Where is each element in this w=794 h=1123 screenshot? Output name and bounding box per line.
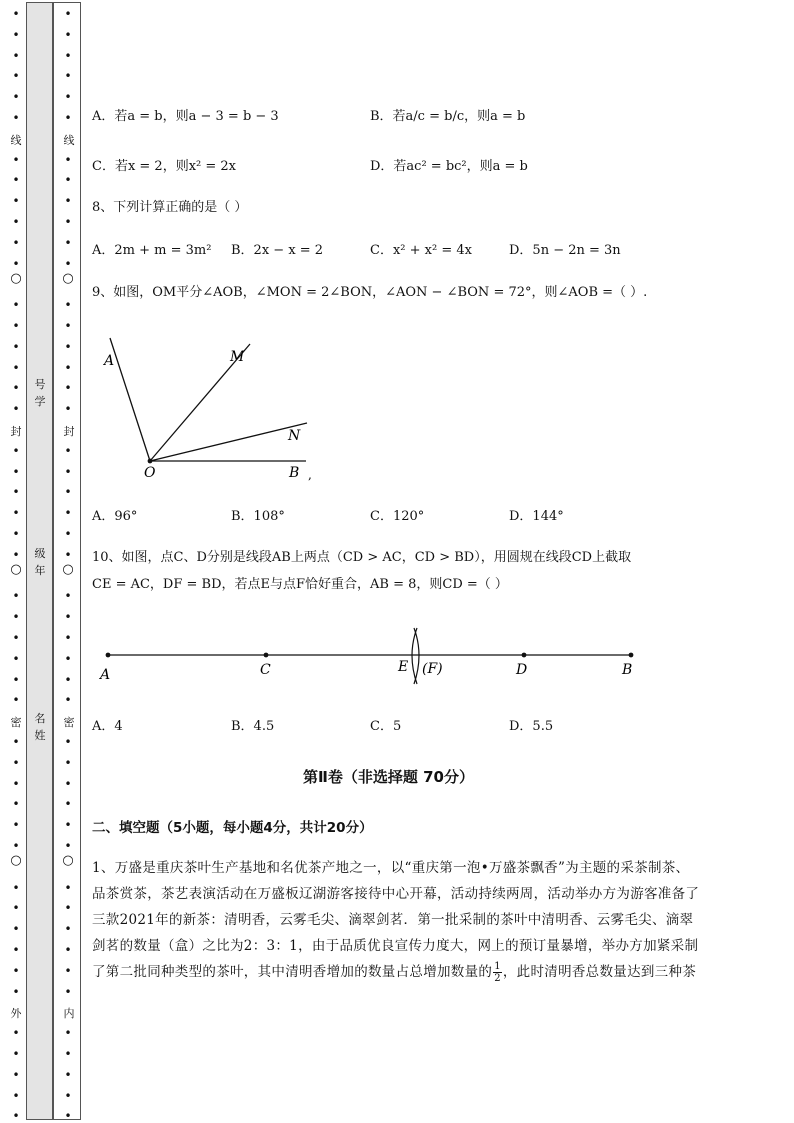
seal-dot: • [64, 256, 72, 271]
seal-dot: • [64, 880, 72, 895]
seal-dot: • [64, 506, 72, 521]
seal-dot: • [64, 527, 72, 541]
seal-dot: • [12, 27, 20, 42]
seal-dot: • [64, 298, 72, 313]
seal-dot: • [64, 963, 72, 978]
seal-dot: • [12, 1047, 20, 1061]
seal-dot: • [12, 797, 20, 812]
outer-label-xian: 线 [10, 134, 22, 147]
label-m: M [230, 349, 245, 365]
seal-dot: • [12, 672, 20, 687]
seal-dot: • [12, 235, 20, 250]
seal-dot: • [12, 319, 20, 333]
seal-dot: • [12, 755, 20, 770]
q7-option-a: A．若a = b，则a − 3 = b − 3 [92, 109, 279, 124]
seal-circle: ○ [10, 562, 22, 577]
label-comma: , [308, 468, 312, 482]
student-id-field-label: 号 学 [34, 378, 46, 408]
seal-dot: • [12, 963, 20, 978]
seal-circle: ○ [62, 562, 74, 577]
q7-option-d: D．若ac² = bc²，则a = b [370, 159, 528, 174]
seal-dot: • [12, 215, 20, 229]
seal-dot: • [12, 464, 20, 479]
inner-label-xian: 线 [63, 134, 75, 147]
seal-dot: • [64, 547, 72, 562]
seal-dot: • [12, 1109, 20, 1123]
fill-q1-line1: 1、万盛是重庆茶叶生产基地和名优茶产地之一，以“重庆第一泡•万盛茶飘香”为主题的采茶制茶、 [92, 860, 690, 876]
seal-dot: • [12, 1088, 20, 1103]
q10-option-d: D．5.5 [509, 719, 554, 734]
seal-dot: • [64, 1026, 72, 1041]
label-a: A [104, 353, 115, 369]
seal-dot: • [64, 672, 72, 687]
seal-dot: • [12, 735, 20, 749]
seal-dot: • [12, 7, 20, 21]
seal-dot: • [64, 776, 72, 791]
seal-dot: • [12, 901, 20, 916]
q7-option-b: B．若a/c = b/c，则a = b [370, 109, 526, 124]
seal-dot: • [12, 527, 20, 541]
section-fill-in-title: 二、填空题（5小题，每小题4分，共计20分） [92, 820, 373, 836]
seal-dot: • [64, 48, 72, 63]
vertex-o [148, 459, 153, 464]
seal-dot: • [64, 818, 72, 833]
seal-circle: ○ [10, 853, 22, 868]
q8-option-c: C．x² + x² = 4x [370, 243, 472, 258]
seal-dot: • [12, 69, 20, 84]
seal-dot: • [12, 589, 20, 604]
seal-dot: • [64, 631, 72, 645]
seal-dot: • [12, 256, 20, 271]
seal-dot: • [12, 173, 20, 188]
q7-option-c: C．若x = 2，则x² = 2x [92, 159, 237, 174]
q10-option-c: C．5 [370, 719, 402, 734]
outer-label-feng: 封 [10, 425, 22, 438]
seal-dot: • [12, 922, 20, 937]
outer-label-wai: 外 [10, 1007, 22, 1020]
ray-on [150, 423, 307, 461]
seal-dot: • [64, 1067, 72, 1082]
label-b: B [622, 662, 633, 678]
seal-dot: • [64, 984, 72, 999]
seal-dot: • [12, 381, 20, 396]
point-b [629, 653, 634, 658]
seal-dot: • [64, 402, 72, 417]
seal-dot: • [12, 610, 20, 625]
seal-dot: • [64, 839, 72, 853]
seal-dot: • [64, 215, 72, 229]
part2-title: 第Ⅱ卷（非选择题 70分） [303, 768, 474, 786]
fill-q1-line2: 品茶赏茶，茶艺表演活动在万盛板辽湖游客接待中心开幕，活动持续两周，活动举办方为游客准备了 [92, 886, 700, 902]
point-c [264, 653, 269, 658]
seal-dot: • [64, 1047, 72, 1061]
seal-dot: • [12, 547, 20, 562]
fill-q1-line5: 了第二批同种类型的茶叶，其中清明香增加的数量占总增加数量的 $\frac{1}{2}$ ，此时清明香总数量达到三种茶 [92, 961, 697, 984]
seal-dot: • [12, 194, 20, 209]
seal-dot: • [64, 194, 72, 209]
seal-dot: • [12, 48, 20, 63]
q10-option-a: A．4 [92, 719, 123, 734]
fill-q1-paragraph [92, 855, 752, 985]
seal-dot: • [12, 651, 20, 666]
label-d: D [516, 662, 528, 678]
seal-dot: • [12, 152, 20, 167]
name-field-label: 名 姓 [34, 712, 46, 742]
seal-dot: • [64, 735, 72, 749]
seal-dot: • [64, 922, 72, 937]
label-n: N [288, 428, 301, 444]
seal-circle: ○ [10, 271, 22, 286]
label-c: C [260, 662, 271, 678]
seal-dot: • [64, 339, 72, 354]
seal-dot: • [12, 693, 20, 708]
seal-dot: • [64, 319, 72, 333]
seal-circle: ○ [62, 853, 74, 868]
seal-dot: • [12, 1026, 20, 1041]
seal-dot: • [12, 506, 20, 521]
point-a [106, 653, 111, 658]
seal-dot: • [12, 339, 20, 354]
fill-q1-line4: 剑茗的数量（盒）之比为2：3：1，由于品质优良宣传力度大，网上的预订量暴增，举办方加紧采制 [92, 938, 699, 954]
q9-option-a: A．96° [92, 509, 138, 524]
ray-oa [110, 338, 150, 461]
seal-dot: • [12, 880, 20, 895]
seal-dot: • [64, 27, 72, 42]
q10-stem-line2: CE = AC，DF = BD，若点E与点F恰好重合，AB = 8，则CD =（ ） [92, 577, 508, 592]
seal-dot: • [64, 797, 72, 812]
seal-dot: • [64, 589, 72, 604]
q9-option-d: D．144° [509, 509, 564, 524]
label-f: (F) [422, 661, 443, 677]
seal-dot: • [64, 464, 72, 479]
seal-dot: • [12, 631, 20, 645]
seal-dot: • [64, 1109, 72, 1123]
seal-dot: • [64, 443, 72, 458]
seal-dot: • [12, 443, 20, 458]
seal-dot: • [64, 152, 72, 167]
label-b: B [289, 465, 300, 481]
seal-dot: • [64, 755, 72, 770]
seal-dot: • [12, 984, 20, 999]
q10-option-b: B．4.5 [231, 719, 275, 734]
seal-dot: • [64, 111, 72, 125]
label-o: O [144, 465, 156, 481]
q8-option-b: B．2x − x = 2 [231, 243, 324, 258]
q9-stem: 9、如图，OM平分∠AOB，∠MON = 2∠BON，∠AON − ∠BON = 72°，则∠AOB =（ ）. [92, 285, 648, 300]
q8-stem: 8、下列计算正确的是（ ） [92, 200, 248, 215]
q9-option-b: B．108° [231, 509, 285, 524]
point-d [522, 653, 527, 658]
seal-dot: • [12, 90, 20, 105]
seal-dot: • [64, 610, 72, 625]
seal-dot: • [12, 1067, 20, 1082]
seal-dot: • [12, 111, 20, 125]
seal-dot: • [64, 7, 72, 21]
seal-dot: • [12, 776, 20, 791]
seal-circle: ○ [62, 271, 74, 286]
q10-stem-line1: 10、如图，点C、D分别是线段AB上两点（CD > AC，CD > BD），用圆规在线段CD上截取 [92, 550, 632, 565]
class-field-label: 级 年 [34, 547, 46, 577]
seal-dot: • [64, 485, 72, 500]
inner-label-mi: 密 [63, 716, 75, 729]
seal-dot: • [64, 1088, 72, 1103]
seal-dot: • [64, 651, 72, 666]
seal-dot: • [12, 943, 20, 957]
q9-option-c: C．120° [370, 509, 425, 524]
seal-dot: • [64, 360, 72, 375]
seal-dot: • [12, 818, 20, 833]
seal-dot: • [12, 298, 20, 313]
seal-dot: • [64, 69, 72, 84]
q8-option-d: D．5n − 2n = 3n [509, 243, 621, 258]
q8-option-a: A．2m + m = 3m² [92, 243, 212, 258]
seal-dot: • [64, 693, 72, 708]
seal-dot: • [64, 173, 72, 188]
seal-dot: • [64, 90, 72, 105]
label-a: A [100, 667, 111, 683]
fraction-one-half: $\frac{1}{2}$ [494, 961, 501, 984]
seal-dot: • [12, 360, 20, 375]
label-e: E [398, 659, 409, 675]
inner-label-nei: 内 [63, 1007, 75, 1020]
seal-dot: • [64, 381, 72, 396]
fill-q1-line3: 三款2021年的新茶：清明香，云雾毛尖、滴翠剑茗．第一批采制的茶叶中清明香、云雾毛尖、滴翠 [92, 912, 694, 928]
inner-label-feng: 封 [63, 425, 75, 438]
seal-dot: • [64, 943, 72, 957]
seal-dot: • [12, 485, 20, 500]
seal-dot: • [12, 839, 20, 853]
seal-dot: • [12, 402, 20, 417]
outer-label-mi: 密 [10, 716, 22, 729]
seal-dot: • [64, 235, 72, 250]
seal-dot: • [64, 901, 72, 916]
